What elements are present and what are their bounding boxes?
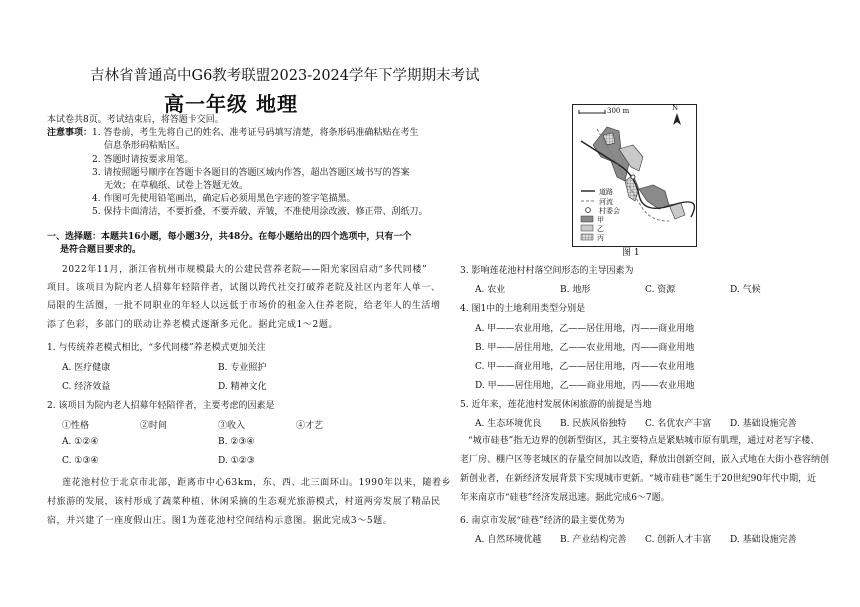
q4-option-c: C. 甲——商业用地，乙——居住用地，丙——农业用地 bbox=[475, 362, 695, 372]
village-map bbox=[572, 104, 697, 247]
q2-option-c: C. ①③④ bbox=[62, 456, 99, 466]
note-1: 1. 答卷前，考生先将自己的姓名、准考证号码填写清楚，将条形码准确粘贴在考生 bbox=[92, 128, 419, 138]
north-label: N bbox=[672, 104, 679, 112]
legend-jia: 甲 bbox=[597, 216, 604, 224]
q5-option-d: D. 基础设施完善 bbox=[730, 419, 797, 429]
legend-yi: 乙 bbox=[597, 225, 604, 233]
q4-option-d: D. 甲——居住用地，乙——商业用地，丙——农业用地 bbox=[475, 381, 695, 391]
q6-option-a: A. 自然环境优越 bbox=[475, 535, 542, 545]
q6-option-c: C. 创新人才丰富 bbox=[645, 535, 712, 545]
q2-factor-2: ②时间 bbox=[140, 421, 168, 431]
notes-label: 注意事项： bbox=[47, 128, 93, 138]
note-1-cont: 信息条形码粘贴区。 bbox=[104, 141, 186, 151]
passage3-line-4: 年来南京市“硅巷”经济发展迅速。据此完成6～7题。 bbox=[460, 493, 670, 503]
legend-river: 河流 bbox=[599, 198, 613, 206]
q3-option-c: C. 资源 bbox=[645, 285, 676, 295]
q2-option-b: B. ②③④ bbox=[218, 437, 255, 447]
note-2: 2. 答题时请按要求用笔。 bbox=[92, 155, 194, 165]
note-3: 3. 请按照题号顺序在答题卡各题目的答题区域内作答，超出答题区域书写的答案 bbox=[92, 168, 410, 178]
q2-factor-1: ①性格 bbox=[62, 421, 90, 431]
q5-stem: 5. 近年来，莲花池村发展休闲旅游的前提是当地 bbox=[460, 400, 652, 410]
q2-option-a: A. ①②④ bbox=[62, 437, 99, 447]
q4-stem: 4. 图1中的土地利用类型分别是 bbox=[460, 304, 586, 314]
q1-stem: 1. 与传统养老模式相比，“多代同楼”养老模式更加关注 bbox=[47, 343, 266, 353]
passage1-line-4: 添了色彩，多部门的联动让养老模式逐渐多元化。据此完成1～2题。 bbox=[47, 320, 339, 330]
note-3-cont: 无效；在草稿纸、试卷上答题无效。 bbox=[104, 181, 249, 191]
section1-heading: 一、选择题：本题共16小题，每小题3分，共48分。在每小题给出的四个选项中，只有一个 bbox=[47, 232, 412, 242]
q6-stem: 6. 南京市发展“硅巷”经济的最主要优势为 bbox=[460, 516, 625, 526]
legend-road: 道路 bbox=[599, 188, 613, 196]
q2-stem: 2. 该项目为院内老人招募年轻陪伴者，主要考虑的因素是 bbox=[47, 401, 275, 411]
legend-village-committee: 村委会 bbox=[599, 207, 620, 215]
section1-heading-cont: 是符合题目要求的。 bbox=[60, 245, 142, 255]
passage3-line-1: “城市硅巷”指无边界的创新型街区，其主要特点是紧贴城市原有肌理，通过对老写字楼、 bbox=[468, 436, 820, 446]
q5-option-a: A. 生态环境优良 bbox=[475, 419, 542, 429]
q4-option-a: A. 甲——农业用地，乙——居住用地，丙——商业用地 bbox=[475, 324, 695, 334]
q6-option-d: D. 基础设施完善 bbox=[730, 535, 797, 545]
q1-option-b: B. 专业照护 bbox=[218, 363, 267, 373]
exam-subtitle: 高一年级 地理 bbox=[164, 92, 298, 116]
q6-option-b: B. 产业结构完善 bbox=[560, 535, 627, 545]
q5-option-c: C. 名优农产丰富 bbox=[645, 419, 712, 429]
legend-bing: 丙 bbox=[597, 234, 604, 242]
figure-caption: 图 1 bbox=[622, 248, 640, 258]
note-4: 4. 作图可先使用铅笔画出，确定后必须用黑色字迹的签字笔描黑。 bbox=[92, 194, 356, 204]
q3-stem: 3. 影响莲花池村村落空间形态的主导因素为 bbox=[460, 266, 634, 276]
q3-option-d: D. 气候 bbox=[730, 285, 761, 295]
q2-option-d: D. ①②③ bbox=[218, 456, 255, 466]
intro-text: 本试卷共8页。考试结束后，将答题卡交回。 bbox=[47, 115, 224, 125]
q2-factor-4: ④才艺 bbox=[296, 421, 324, 431]
q1-option-c: C. 经济效益 bbox=[62, 382, 111, 392]
passage2-line-2: 村旅游的发展，该村形成了蔬菜种植、休闲采摘的生态观光旅游模式，村道两旁发展了精品民 bbox=[47, 497, 441, 507]
passage1-line-3: 局限的生活圈，一批不同职业的年轻人以远低于市场价的租金入住养老院，给老年人的生活增 bbox=[47, 301, 441, 311]
exam-title: 吉林省普通高中G6教考联盟2023-2024学年下学期期末考试 bbox=[90, 68, 480, 84]
q1-option-a: A. 医疗健康 bbox=[62, 363, 111, 373]
passage2-line-3: 宿，并兴建了一座度假山庄。图1为莲花池村空间结构示意图。据此完成3～5题。 bbox=[47, 516, 393, 526]
passage1-line-1: 2022年11月，浙江省杭州市规模最大的公建民营养老院——阳光家园启动“多代同楼” bbox=[62, 265, 428, 275]
note-5: 5. 保持卡面清洁，不要折叠，不要弄破、弄皱，不准使用涂改液、修正带、刮纸刀。 bbox=[92, 207, 428, 217]
q3-option-a: A. 农业 bbox=[475, 285, 506, 295]
q1-option-d: D. 精神文化 bbox=[218, 382, 267, 392]
q5-option-b: B. 民族风俗独特 bbox=[560, 419, 627, 429]
map-scale-label: 300 m bbox=[607, 107, 630, 115]
passage2-line-1: 莲花池村位于北京市北部，距离市中心63km，东、西、北三面环山。1990年以来，随着乡 bbox=[62, 478, 452, 488]
q3-option-b: B. 地形 bbox=[560, 285, 591, 295]
q4-option-b: B. 甲——居住用地，乙——农业用地，丙——商业用地 bbox=[475, 343, 695, 353]
passage3-line-2: 老厂房、棚户区等老城区的存量空间加以改造，释放出创新空间，嵌入式地在大街小巷容纳创 bbox=[460, 455, 830, 465]
passage1-line-2: 项目。该项目为院内老人招募年轻陪伴者，试图以跨代社交打破养老院及社区内老年人单一、 bbox=[47, 283, 441, 293]
passage3-line-3: 新创业者，在新经济发展背景下实现城市更新。“城市硅巷”诞生于20世纪90年代中期，近 bbox=[460, 474, 817, 484]
q2-factor-3: ③收入 bbox=[218, 421, 246, 431]
